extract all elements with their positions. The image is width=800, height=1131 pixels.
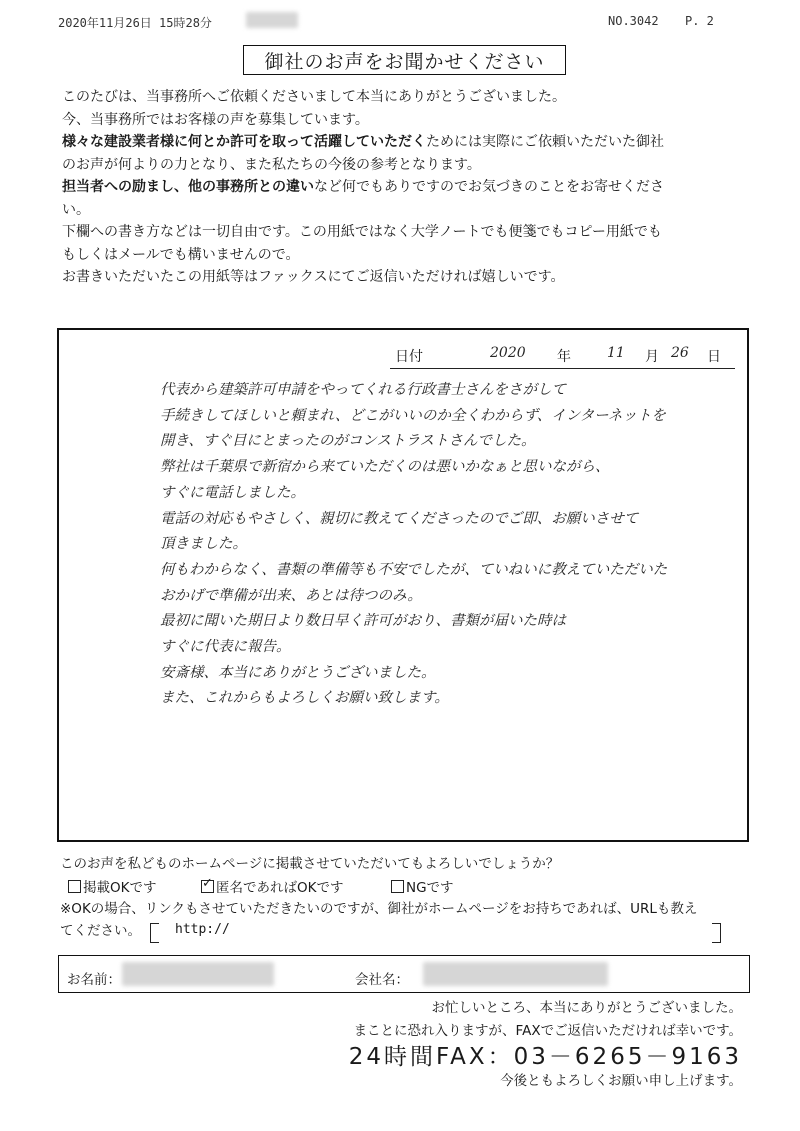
url-note [60, 898, 750, 942]
redacted-sender [246, 12, 298, 28]
checkbox-icon[interactable] [68, 880, 81, 893]
company-label: 会社名： [355, 972, 409, 988]
redacted-name [122, 962, 274, 986]
intro-line: 下欄への書き方などは一切自由です。この用紙ではなく大学ノートでも便箋でもコピー用紙でも [62, 224, 662, 240]
intro-rest: ためには実際にご依頼いただいた御社 [426, 134, 664, 150]
letter-line: 弊社は千葉県で新宿から来ていただくのは悪いかなぁと思いながら、 [160, 459, 610, 476]
letter-line: 開き、すぐ目にとまったのがコンストラストさんでした。 [160, 433, 536, 450]
option-publish-ok[interactable] [68, 876, 156, 896]
letter-line: すぐに代表に報告。 [160, 639, 291, 656]
url-field[interactable]: http:// [175, 922, 230, 937]
closing-text: 今後ともよろしくお願い申し上げます。 [500, 1073, 742, 1089]
intro-rest: など何でもありですのでお気づきのことをお寄せくださ [314, 179, 664, 195]
option-label: 掲載OKです [83, 880, 157, 896]
option-ng[interactable] [391, 876, 454, 896]
date-row [395, 345, 721, 366]
handwritten-letter [160, 378, 745, 712]
date-day-unit: 日 [707, 349, 721, 365]
option-anonymous-ok[interactable] [201, 876, 343, 896]
date-month-unit: 月 [645, 349, 659, 365]
intro-line: お書きいただいたこの用紙等はファックスにてご返信いただければ嬉しいです。 [62, 269, 565, 285]
date-year: 2020 [490, 345, 526, 361]
letter-line: 電話の対応もやさしく、親切に教えてくださったのでご即、お願いさせて [160, 510, 639, 527]
letter-line: また、これからもよろしくお願い致します。 [160, 690, 449, 707]
url-note-line: てください。 [60, 923, 141, 939]
redacted-company [423, 962, 608, 986]
letter-line: おかげで準備が出来、あとは待つのみ。 [160, 587, 422, 604]
fax-number: 24時間FAX：03－6265－9163 [348, 1044, 742, 1070]
intro-bold: 担当者への励まし、他の事務所との違い [62, 179, 314, 195]
intro-line: い。 [62, 201, 90, 218]
intro-text [62, 86, 762, 289]
name-label: お名前： [67, 972, 121, 988]
intro-line [62, 176, 762, 199]
fax-timestamp: 2020年11月26日 15時28分 [58, 16, 212, 30]
letter-line: すぐに電話しました。 [160, 484, 305, 501]
checkbox-icon[interactable] [391, 880, 404, 893]
intro-line: もしくはメールでも構いませんので。 [62, 246, 300, 263]
intro-bold: 様々な建設業者様に何とか許可を取って活躍していただく [62, 134, 426, 150]
thanks-text: お忙しいところ、本当にありがとうございました。 [431, 1000, 742, 1016]
fax-number-label: NO.3042 [608, 14, 659, 28]
letter-line: 手続きしてほしいと頼まれ、どこがいいのか全くわからず、インターネットを [160, 407, 666, 424]
date-underline [390, 368, 735, 369]
option-label: NGです [406, 880, 454, 896]
page-title: 御社のお声をお聞かせください [243, 45, 566, 75]
url-bracket-left [150, 923, 159, 943]
letter-line: 頂きました。 [160, 536, 247, 553]
date-month: 11 [607, 345, 625, 361]
date-day: 26 [671, 345, 689, 361]
intro-line: 今、当事務所ではお客様の声を募集しています。 [62, 111, 369, 128]
intro-line: のお声が何よりの力となり、また私たちの今後の参考となります。 [62, 156, 481, 173]
option-label: 匿名であればOKです [216, 880, 344, 896]
date-label: 日付 [395, 349, 423, 365]
url-note-line: ※OKの場合、リンクもさせていただきたいのですが、御社がホームページをお持ちであれば、URLも教え [60, 901, 698, 917]
fax-note: まことに恐れ入りますが、FAXでご返信いただければ幸いです。 [353, 1023, 742, 1039]
letter-line: 安斎様、本当にありがとうございました。 [160, 664, 436, 681]
intro-line [62, 131, 762, 154]
fax-page-label: P. 2 [685, 14, 714, 28]
permission-question: このお声を私どものホームページに掲載させていただいてもよろしいでしょうか？ [60, 856, 560, 872]
letter-line: 最初に聞いた期日より数日早く許可がおり、書類が届いた時は [160, 613, 566, 630]
checked-checkbox-icon[interactable] [201, 880, 214, 893]
url-bracket-right [712, 923, 721, 943]
letter-line: 代表から建築許可申請をやってくれる行政書士さんをさがして [160, 382, 566, 398]
intro-line: このたびは、当事務所へご依頼くださいまして本当にありがとうございました。 [62, 89, 566, 105]
letter-line: 何もわからなく、書類の準備等も不安でしたが、ていねいに教えていただいた [160, 561, 668, 578]
date-year-unit: 年 [557, 349, 571, 365]
